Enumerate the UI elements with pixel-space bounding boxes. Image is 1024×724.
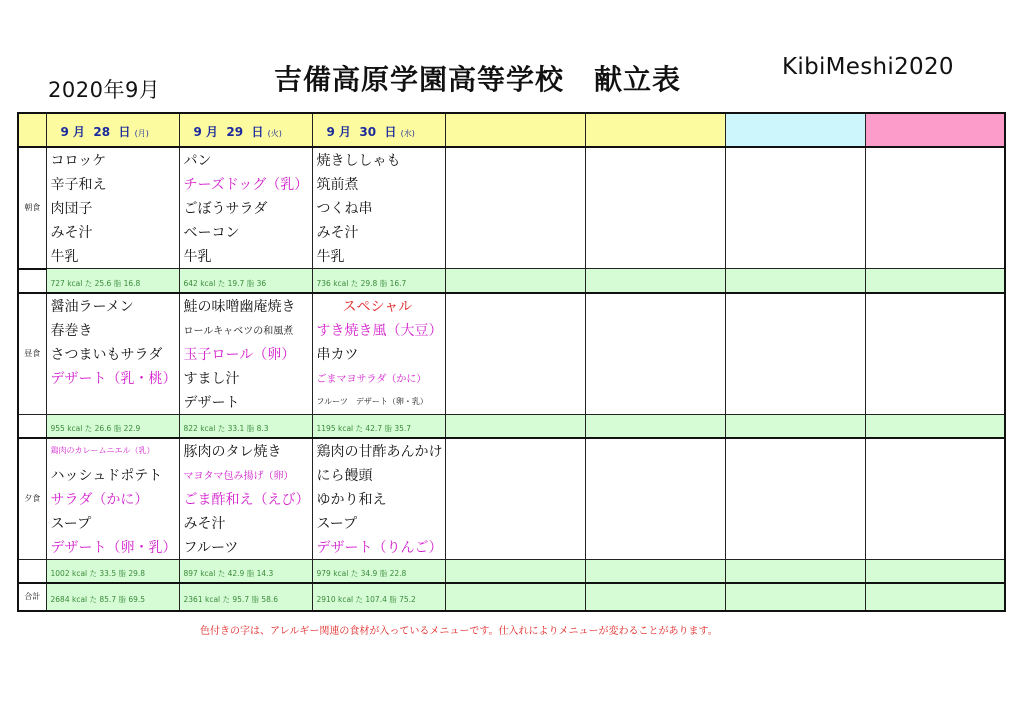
empty-cell [725, 147, 865, 172]
empty-cell [725, 342, 865, 366]
menu-item: 串カツ [312, 342, 445, 366]
menu-item: すき焼き風（大豆） [312, 318, 445, 342]
lunch-row [18, 366, 1005, 390]
empty-cell [445, 293, 585, 318]
empty-cell [725, 583, 865, 611]
allergy-note: 色付きの字は、アレルギー関連の食材が入っているメニューです。仕入れによりメニューが変わることがあります。 [200, 626, 718, 637]
total-cell: 2361 kcal た 95.7 脂 58.6 [179, 583, 312, 611]
empty-cell [865, 559, 1005, 583]
empty-cell [725, 172, 865, 196]
menu-item: 牛乳 [179, 244, 312, 269]
empty-cell [865, 220, 1005, 244]
meal-label-dinner: 夕食 [18, 438, 46, 560]
menu-item: スペシャル [312, 293, 445, 318]
empty-cell [865, 414, 1005, 438]
doc-title: 献立表 [594, 63, 682, 96]
menu-item: ロールキャベツの和風煮 [179, 318, 312, 342]
empty-cell [445, 342, 585, 366]
brand-label: KibiMeshi2020 [782, 54, 954, 80]
empty-cell [445, 511, 585, 535]
empty-cell [445, 220, 585, 244]
menu-item: 肉団子 [46, 196, 179, 220]
date-header-empty-3 [725, 113, 865, 147]
empty-cell [445, 535, 585, 560]
empty-cell [585, 196, 725, 220]
menu-item: ゆかり和え [312, 487, 445, 511]
empty-cell [725, 293, 865, 318]
menu-item: デザート（乳・桃） [46, 366, 179, 390]
lunch-row [18, 293, 1005, 318]
empty-cell [445, 487, 585, 511]
menu-item: 鮭の味噌幽庵焼き [179, 293, 312, 318]
empty-cell [585, 559, 725, 583]
empty-cell [725, 390, 865, 415]
empty-cell [445, 414, 585, 438]
empty-cell [445, 463, 585, 487]
total-cell: 2910 kcal た 107.4 脂 75.2 [312, 583, 445, 611]
page-title [274, 58, 681, 98]
menu-item: にら饅頭 [312, 463, 445, 487]
menu-item: さつまいもサラダ [46, 342, 179, 366]
menu-item: フルーツ デザート（卵・乳） [312, 390, 445, 415]
empty-cell [865, 244, 1005, 269]
empty-cell [725, 366, 865, 390]
empty-cell [725, 438, 865, 463]
nutrition-cell: 736 kcal た 29.8 脂 16.7 [312, 269, 445, 293]
empty-cell [585, 244, 725, 269]
month-label: 2020年9月 [48, 78, 161, 102]
date-header-row [18, 113, 1005, 147]
empty-cell [865, 172, 1005, 196]
menu-item: ベーコン [179, 220, 312, 244]
breakfast-row [18, 147, 1005, 172]
empty-cell [585, 390, 725, 415]
empty-cell [865, 366, 1005, 390]
menu-item: みそ汁 [46, 220, 179, 244]
empty-cell [865, 535, 1005, 560]
empty-cell [725, 414, 865, 438]
empty-cell [725, 244, 865, 269]
empty-cell [445, 269, 585, 293]
dinner-row [18, 535, 1005, 560]
empty-cell [865, 463, 1005, 487]
empty-cell [725, 463, 865, 487]
total-cell: 2684 kcal た 85.7 脂 69.5 [46, 583, 179, 611]
school-name: 吉備高原学園高等学校 [274, 63, 565, 96]
date-header-empty-1 [445, 113, 585, 147]
empty-cell [445, 390, 585, 415]
date-header-tue: 9 月 29 日 (火) [179, 113, 312, 147]
empty-cell [445, 244, 585, 269]
empty-cell [585, 366, 725, 390]
empty-cell [585, 293, 725, 318]
menu-item: 豚肉のタレ焼き [179, 438, 312, 463]
menu-table [17, 112, 1006, 612]
empty-cell [865, 147, 1005, 172]
empty-cell [585, 269, 725, 293]
date-header-mon: 9 月 28 日 (月) [46, 113, 179, 147]
menu-item: ごま酢和え（えび） [179, 487, 312, 511]
empty-cell [725, 196, 865, 220]
empty-cell [725, 559, 865, 583]
lunch-row [18, 318, 1005, 342]
menu-item: ごぼうサラダ [179, 196, 312, 220]
meal-blank [18, 559, 46, 583]
empty-cell [585, 438, 725, 463]
menu-item: デザート [179, 390, 312, 415]
meal-label-breakfast: 朝食 [18, 147, 46, 269]
nutrition-cell: 1002 kcal た 33.5 脂 29.8 [46, 559, 179, 583]
empty-cell [725, 487, 865, 511]
menu-item: ごまマヨサラダ（かに） [312, 366, 445, 390]
empty-cell [585, 583, 725, 611]
menu-item: スープ [312, 511, 445, 535]
date-header-wed: 9 月 30 日 (水) [312, 113, 445, 147]
empty-cell [585, 487, 725, 511]
menu-item: デザート（りんご） [312, 535, 445, 560]
menu-item: パン [179, 147, 312, 172]
dinner-row [18, 438, 1005, 463]
empty-cell [865, 438, 1005, 463]
menu-item: 玉子ロール（卵） [179, 342, 312, 366]
meal-blank [18, 414, 46, 438]
empty-cell [865, 196, 1005, 220]
total-row [18, 583, 1005, 611]
empty-cell [445, 172, 585, 196]
lunch-row [18, 390, 1005, 415]
menu-item: 春巻き [46, 318, 179, 342]
menu-item: フルーツ [179, 535, 312, 560]
empty-cell [725, 220, 865, 244]
empty-cell [865, 318, 1005, 342]
dinner-row [18, 511, 1005, 535]
nutrition-cell: 955 kcal た 26.6 脂 22.9 [46, 414, 179, 438]
empty-cell [865, 342, 1005, 366]
menu-item: 鶏肉の甘酢あんかけ [312, 438, 445, 463]
menu-item [46, 390, 179, 415]
menu-item: すまし汁 [179, 366, 312, 390]
dinner-nutrition-row [18, 559, 1005, 583]
empty-cell [445, 366, 585, 390]
date-header-empty-2 [585, 113, 725, 147]
menu-item: みそ汁 [312, 220, 445, 244]
menu-item: 焼きししゃも [312, 147, 445, 172]
empty-cell [585, 414, 725, 438]
empty-cell [865, 511, 1005, 535]
nutrition-cell: 727 kcal た 25.6 脂 16.8 [46, 269, 179, 293]
breakfast-row [18, 244, 1005, 269]
empty-cell [865, 390, 1005, 415]
nutrition-cell: 979 kcal た 34.9 脂 22.8 [312, 559, 445, 583]
menu-item: みそ汁 [179, 511, 312, 535]
empty-cell [585, 463, 725, 487]
empty-cell [865, 293, 1005, 318]
dinner-row [18, 463, 1005, 487]
nutrition-cell: 642 kcal た 19.7 脂 36 [179, 269, 312, 293]
nutrition-cell: 1195 kcal た 42.7 脂 35.7 [312, 414, 445, 438]
lunch-row [18, 342, 1005, 366]
empty-cell [865, 583, 1005, 611]
menu-item: コロッケ [46, 147, 179, 172]
menu-item: 辛子和え [46, 172, 179, 196]
lunch-nutrition-row [18, 414, 1005, 438]
empty-cell [725, 269, 865, 293]
menu-item: マヨタマ包み揚げ（卵） [179, 463, 312, 487]
empty-cell [445, 196, 585, 220]
header-corner [18, 113, 46, 147]
menu-item: チーズドッグ（乳） [179, 172, 312, 196]
dinner-row [18, 487, 1005, 511]
meal-label-lunch: 昼食 [18, 293, 46, 415]
menu-item: 筑前煮 [312, 172, 445, 196]
empty-cell [445, 583, 585, 611]
empty-cell [865, 269, 1005, 293]
empty-cell [585, 318, 725, 342]
empty-cell [585, 220, 725, 244]
menu-item: 牛乳 [312, 244, 445, 269]
empty-cell [445, 438, 585, 463]
meal-blank [18, 269, 46, 293]
menu-item: 鶏肉のカレームニエル（乳） [46, 438, 179, 463]
menu-item: つくね串 [312, 196, 445, 220]
menu-item: デザート（卵・乳） [46, 535, 179, 560]
empty-cell [445, 559, 585, 583]
breakfast-nutrition-row [18, 269, 1005, 293]
breakfast-row [18, 220, 1005, 244]
empty-cell [585, 172, 725, 196]
menu-item: 牛乳 [46, 244, 179, 269]
total-label: 合計 [18, 583, 46, 611]
empty-cell [585, 342, 725, 366]
breakfast-row [18, 196, 1005, 220]
empty-cell [445, 318, 585, 342]
date-header-empty-4 [865, 113, 1005, 147]
empty-cell [725, 511, 865, 535]
nutrition-cell: 897 kcal た 42.9 脂 14.3 [179, 559, 312, 583]
empty-cell [445, 147, 585, 172]
empty-cell [585, 535, 725, 560]
empty-cell [725, 318, 865, 342]
nutrition-cell: 822 kcal た 33.1 脂 8.3 [179, 414, 312, 438]
menu-item: サラダ（かに） [46, 487, 179, 511]
empty-cell [865, 487, 1005, 511]
empty-cell [725, 535, 865, 560]
menu-item: スープ [46, 511, 179, 535]
breakfast-row [18, 172, 1005, 196]
menu-item: ハッシュドポテト [46, 463, 179, 487]
empty-cell [585, 147, 725, 172]
empty-cell [585, 511, 725, 535]
menu-item: 醤油ラーメン [46, 293, 179, 318]
